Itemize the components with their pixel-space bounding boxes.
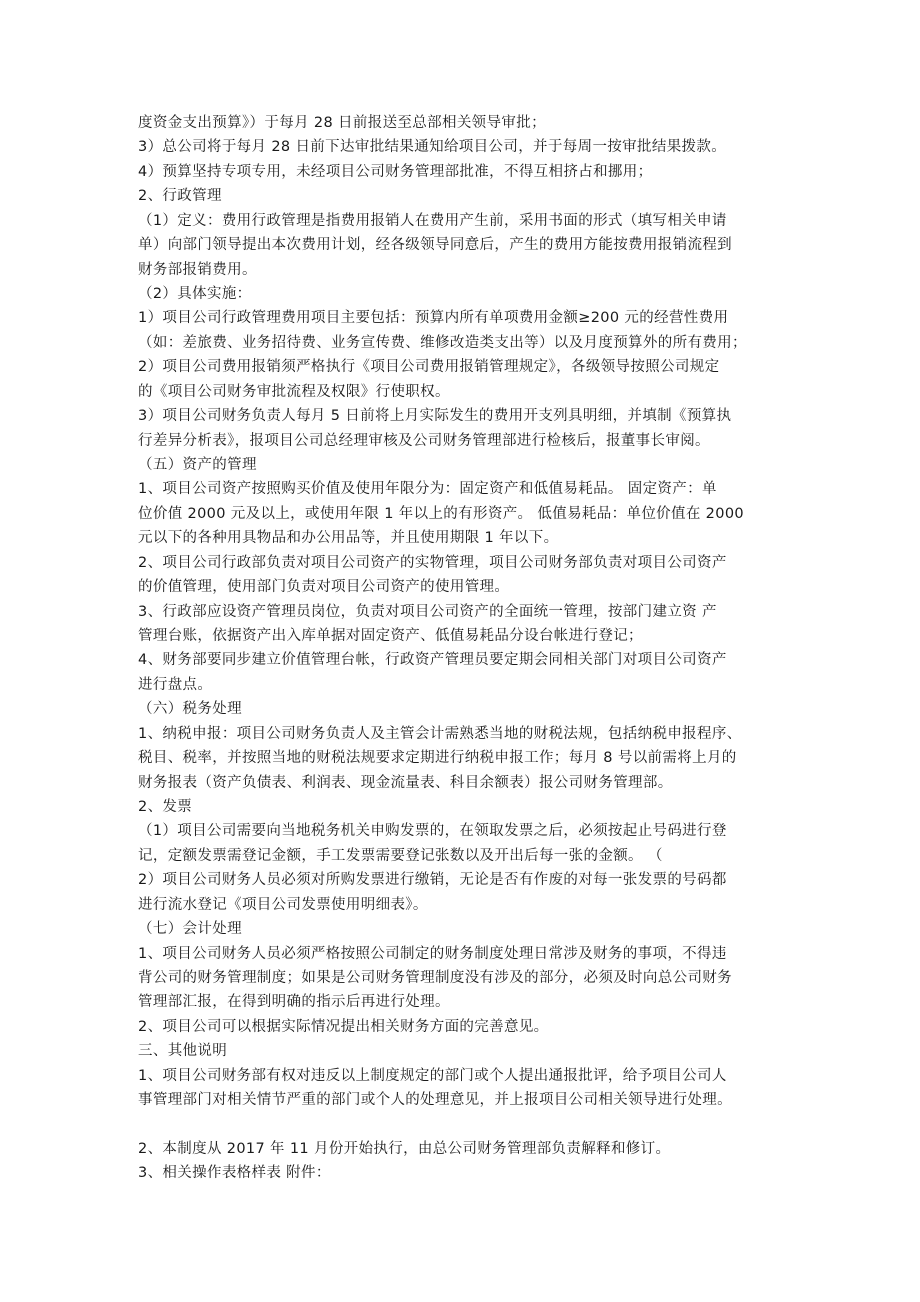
text-line: 1、项目公司财务部有权对违反以上制度规定的部门或个人提出通报批评，给予项目公司人 xyxy=(138,1068,727,1084)
section-heading: （五）资产的管理 xyxy=(138,457,257,473)
text-line: 2）项目公司财务人员必须对所购发票进行缴销，无论是否有作废的对每一张发票的号码都 xyxy=(138,872,727,888)
text-line: （1）定义：费用行政管理是指费用报销人在费用产生前，采用书面的形式（填写相关申请 xyxy=(138,213,727,229)
section-heading: （七）会计处理 xyxy=(138,921,242,937)
text-line: 的《项目公司财务审批流程及权限》行使职权。 xyxy=(138,384,450,400)
text-line: 4、财务部要同步建立价值管理台帐，行政资产管理员要定期会同相关部门对项目公司资产 xyxy=(138,652,727,668)
text-line: 1）项目公司行政管理费用项目主要包括：预算内所有单项费用金额≥200 元的经营性费用 xyxy=(138,310,729,326)
text-line: 2、项目公司行政部负责对项目公司资产的实物管理，项目公司财务部负责对项目公司资产 xyxy=(138,555,727,571)
text-line: 2）项目公司费用报销须严格执行《项目公司费用报销管理规定》，各级领导按照公司规定 xyxy=(138,359,720,375)
text-line: 财务报表（资产负债表、利润表、现金流量表、科目余额表）报公司财务管理部。 xyxy=(138,775,673,791)
text-line: 3）项目公司财务负责人每月 5 日前将上月实际发生的费用开支列具明细，并填制《预算执 xyxy=(138,408,732,424)
text-line: 管理台账，依据资产出入库单据对固定资产、低值易耗品分设台帐进行登记； xyxy=(138,628,643,644)
text-line: 的价值管理，使用部门负责对项目公司资产的使用管理。 xyxy=(138,579,510,595)
text-line: 记，定额发票需登记金额，手工发票需要登记张数以及开出后每一张的金额。 （ xyxy=(138,848,663,864)
text-line: 进行盘点。 xyxy=(138,677,213,693)
section-heading: 三、其他说明 xyxy=(138,1043,228,1059)
subsection-heading: （2）具体实施： xyxy=(138,286,252,302)
text-line: 财务部报销费用。 xyxy=(138,262,257,278)
text-line: 2、本制度从 2017 年 11 月份开始执行，由总公司财务管理部负责解释和修订。 xyxy=(138,1141,671,1157)
text-line: 单）向部门领导提出本次费用计划，经各级领导同意后，产生的费用方能按费用报销流程到 xyxy=(138,237,732,253)
text-line: 背公司的财务管理制度；如果是公司财务管理制度没有涉及的部分，必须及时向总公司财务 xyxy=(138,970,732,986)
text-line: 进行流水登记《项目公司发票使用明细表》。 xyxy=(138,897,428,913)
text-line: 度资金支出预算》）于每月 28 日前报送至总部相关领导审批； xyxy=(138,115,546,131)
text-line: 1、项目公司资产按照购买价值及使用年限分为：固定资产和低值易耗品。 固定资产：单 xyxy=(138,481,717,497)
text-line: 事管理部门对相关情节严重的部门或个人的处理意见，并上报项目公司相关领导进行处理。 xyxy=(138,1092,732,1108)
text-line: 1、纳税申报：项目公司财务负责人及主管会计需熟悉当地的财税法规，包括纳税申报程序、 xyxy=(138,726,742,742)
text-line: 1、项目公司财务人员必须严格按照公司制定的财务制度处理日常涉及财务的事项，不得违 xyxy=(138,946,727,962)
text-line: 3）总公司将于每月 28 日前下达审批结果通知给项目公司，并于每周一按审批结果拨款。 xyxy=(138,139,727,155)
text-line: 税目、税率，并按照当地的财税法规要求定期进行纳税申报工作；每月 8 号以前需将上月的 xyxy=(138,750,737,766)
text-line: 3、行政部应设资产管理员岗位，负责对项目公司资产的全面统一管理，按部门建立资 产 xyxy=(138,604,717,620)
text-line: （如：差旅费、业务招待费、业务宣传费、维修改造类支出等）以及月度预算外的所有费用； xyxy=(138,335,747,351)
section-heading: 2、行政管理 xyxy=(138,188,222,204)
subsection-heading: 2、发票 xyxy=(138,799,193,815)
section-heading: （六）税务处理 xyxy=(138,701,242,717)
text-line: 元以下的各种用具物品和办公用品等，并且使用期限 1 年以下。 xyxy=(138,530,559,546)
text-line: 位价值 2000 元及以上，或使用年限 1 年以上的有形资产。 低值易耗品：单位价值在 2000 xyxy=(138,506,744,522)
text-line: 管理部汇报，在得到明确的指示后再进行处理。 xyxy=(138,994,450,1010)
text-line: 4）预算坚持专项专用，未经项目公司财务管理部批准，不得互相挤占和挪用； xyxy=(138,164,653,180)
text-line: 2、项目公司可以根据实际情况提出相关财务方面的完善意见。 xyxy=(138,1019,549,1035)
text-line: 行差异分析表》，报项目公司总经理审核及公司财务管理部进行检核后，报董事长审阅。 xyxy=(138,433,710,449)
text-line: 3、相关操作表格样表 附件： xyxy=(138,1165,331,1181)
text-line: （1）项目公司需要向当地税务机关申购发票的，在领取发票之后，必须按起止号码进行登 xyxy=(138,823,727,839)
